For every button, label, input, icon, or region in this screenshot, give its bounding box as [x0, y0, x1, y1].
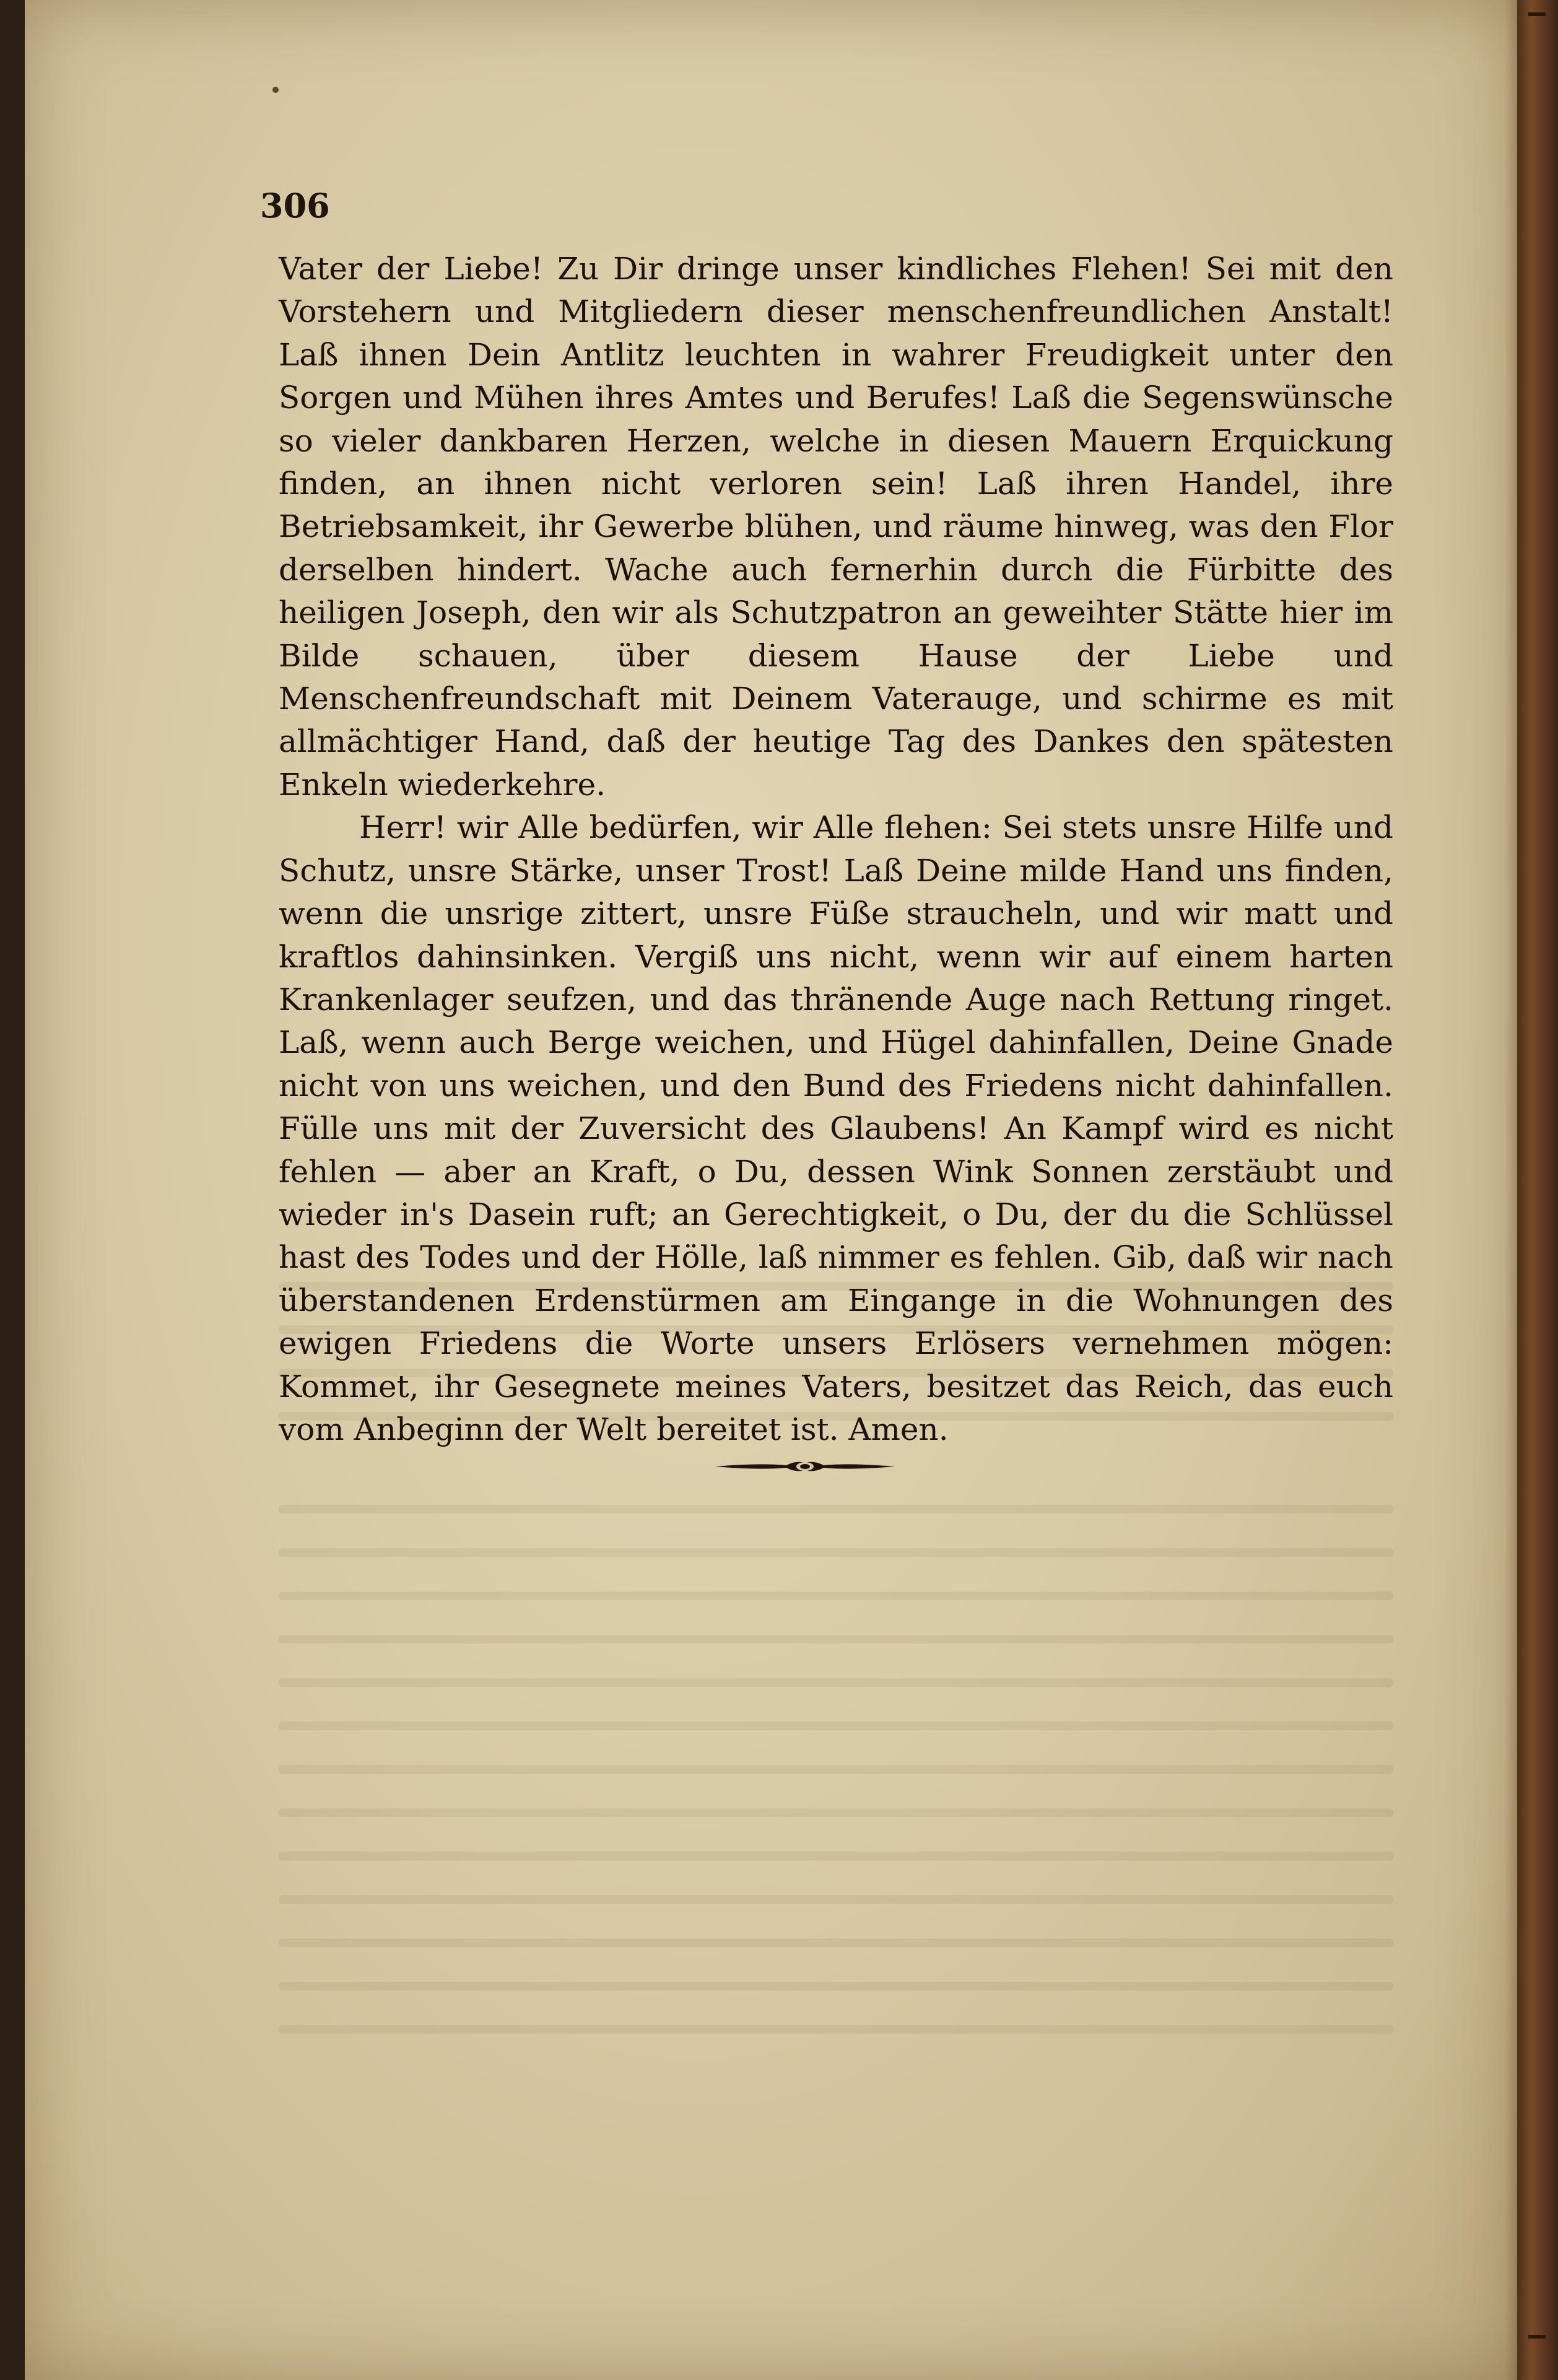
book-page	[25, 0, 1517, 2380]
bleed-through-line	[279, 1592, 1393, 1600]
bleed-through-line	[279, 1635, 1393, 1644]
edge-mark	[1528, 2335, 1546, 2339]
paragraph-prayer-father: Vater der Liebe! Zu Dir dringe unser kindliches Flehen! Sei mit den Vorstehern und Mitgliedern dieser menschenfreundlichen Anstalt! Laß ihnen Dein Antlitz leuchten in wahrer Freudigkeit unter den Sorgen und Mühen ihres Amtes und Berufes! Laß die Segenswünsche so vieler dankbaren Herzen, welche in diesen Mauern Erquickung finden, an ihnen nicht verloren sein! Laß ihren Handel, ihre Betriebsamkeit, ihr Gewerbe blühen, und räume hinweg, was den Flor derselben hindert. Wache auch fernerhin durch die Fürbitte des heiligen Joseph, den wir als Schutzpatron an geweihter Stätte hier im Bilde schauen, über diesem Hause der Liebe und Menschenfreundschaft mit Deinem Vaterauge, und schirme es mit allmächtiger Hand, daß der heutige Tag des Dankes den spätesten Enkeln wiederkehre.	[279, 251, 1393, 803]
bleed-through-line	[279, 1808, 1393, 1817]
bleed-through-line	[279, 1548, 1393, 1557]
bleed-through-line	[279, 1505, 1393, 1514]
bleed-through-line	[279, 1938, 1393, 1947]
book-edge-strip	[1517, 0, 1558, 2380]
bleed-through-line	[279, 1895, 1393, 1904]
bleed-through-line	[279, 1765, 1393, 1774]
decorative-rule-ornament-icon	[712, 1454, 898, 1479]
body-text	[279, 248, 1393, 1451]
page-number: 306	[260, 186, 330, 225]
bleed-through-line	[279, 1982, 1393, 1990]
bleed-through-line	[279, 2025, 1393, 2034]
bleed-through-line	[279, 1678, 1393, 1687]
bleed-through-line	[279, 1852, 1393, 1860]
paragraph-prayer-lord: Herr! wir Alle bedürfen, wir Alle flehen: Sei stets unsre Hilfe und Schutz, unsre Stärke, unser Trost! Laß Deine milde Hand uns finden, wenn die unsrige zittert, unsre Füße straucheln, und wir matt und kraftlos dahinsinken. Vergiß uns nicht, wenn wir auf einem harten Krankenlager seufzen, und das thränende Auge nach Rettung ringet. Laß, wenn auch Berge weichen, und Hügel dahinfallen, Deine Gnade nicht von uns weichen, und den Bund des Friedens nicht dahinfallen. Fülle uns mit der Zuversicht des Glaubens! An Kampf wird es nicht fehlen — aber an Kraft, o Du, dessen Wink Sonnen zerstäubt und wieder in's Dasein ruft; an Gerechtigkeit, o Du, der du die Schlüssel hast des Todes und der Hölle, laß nimmer es fehlen. Gib, daß wir nach überstandenen Erdenstürmen am Eingange in die Wohnungen des ewigen Friedens die Worte unsers Erlösers vernehmen mögen: Kommet, ihr Gesegnete meines Vaters, besitzet das Reich, das euch vom Anbeginn der Welt bereitet ist. Amen.	[279, 809, 1393, 1447]
paper-speck	[272, 87, 279, 93]
edge-mark	[1528, 12, 1546, 16]
bleed-through-line	[279, 1722, 1393, 1730]
